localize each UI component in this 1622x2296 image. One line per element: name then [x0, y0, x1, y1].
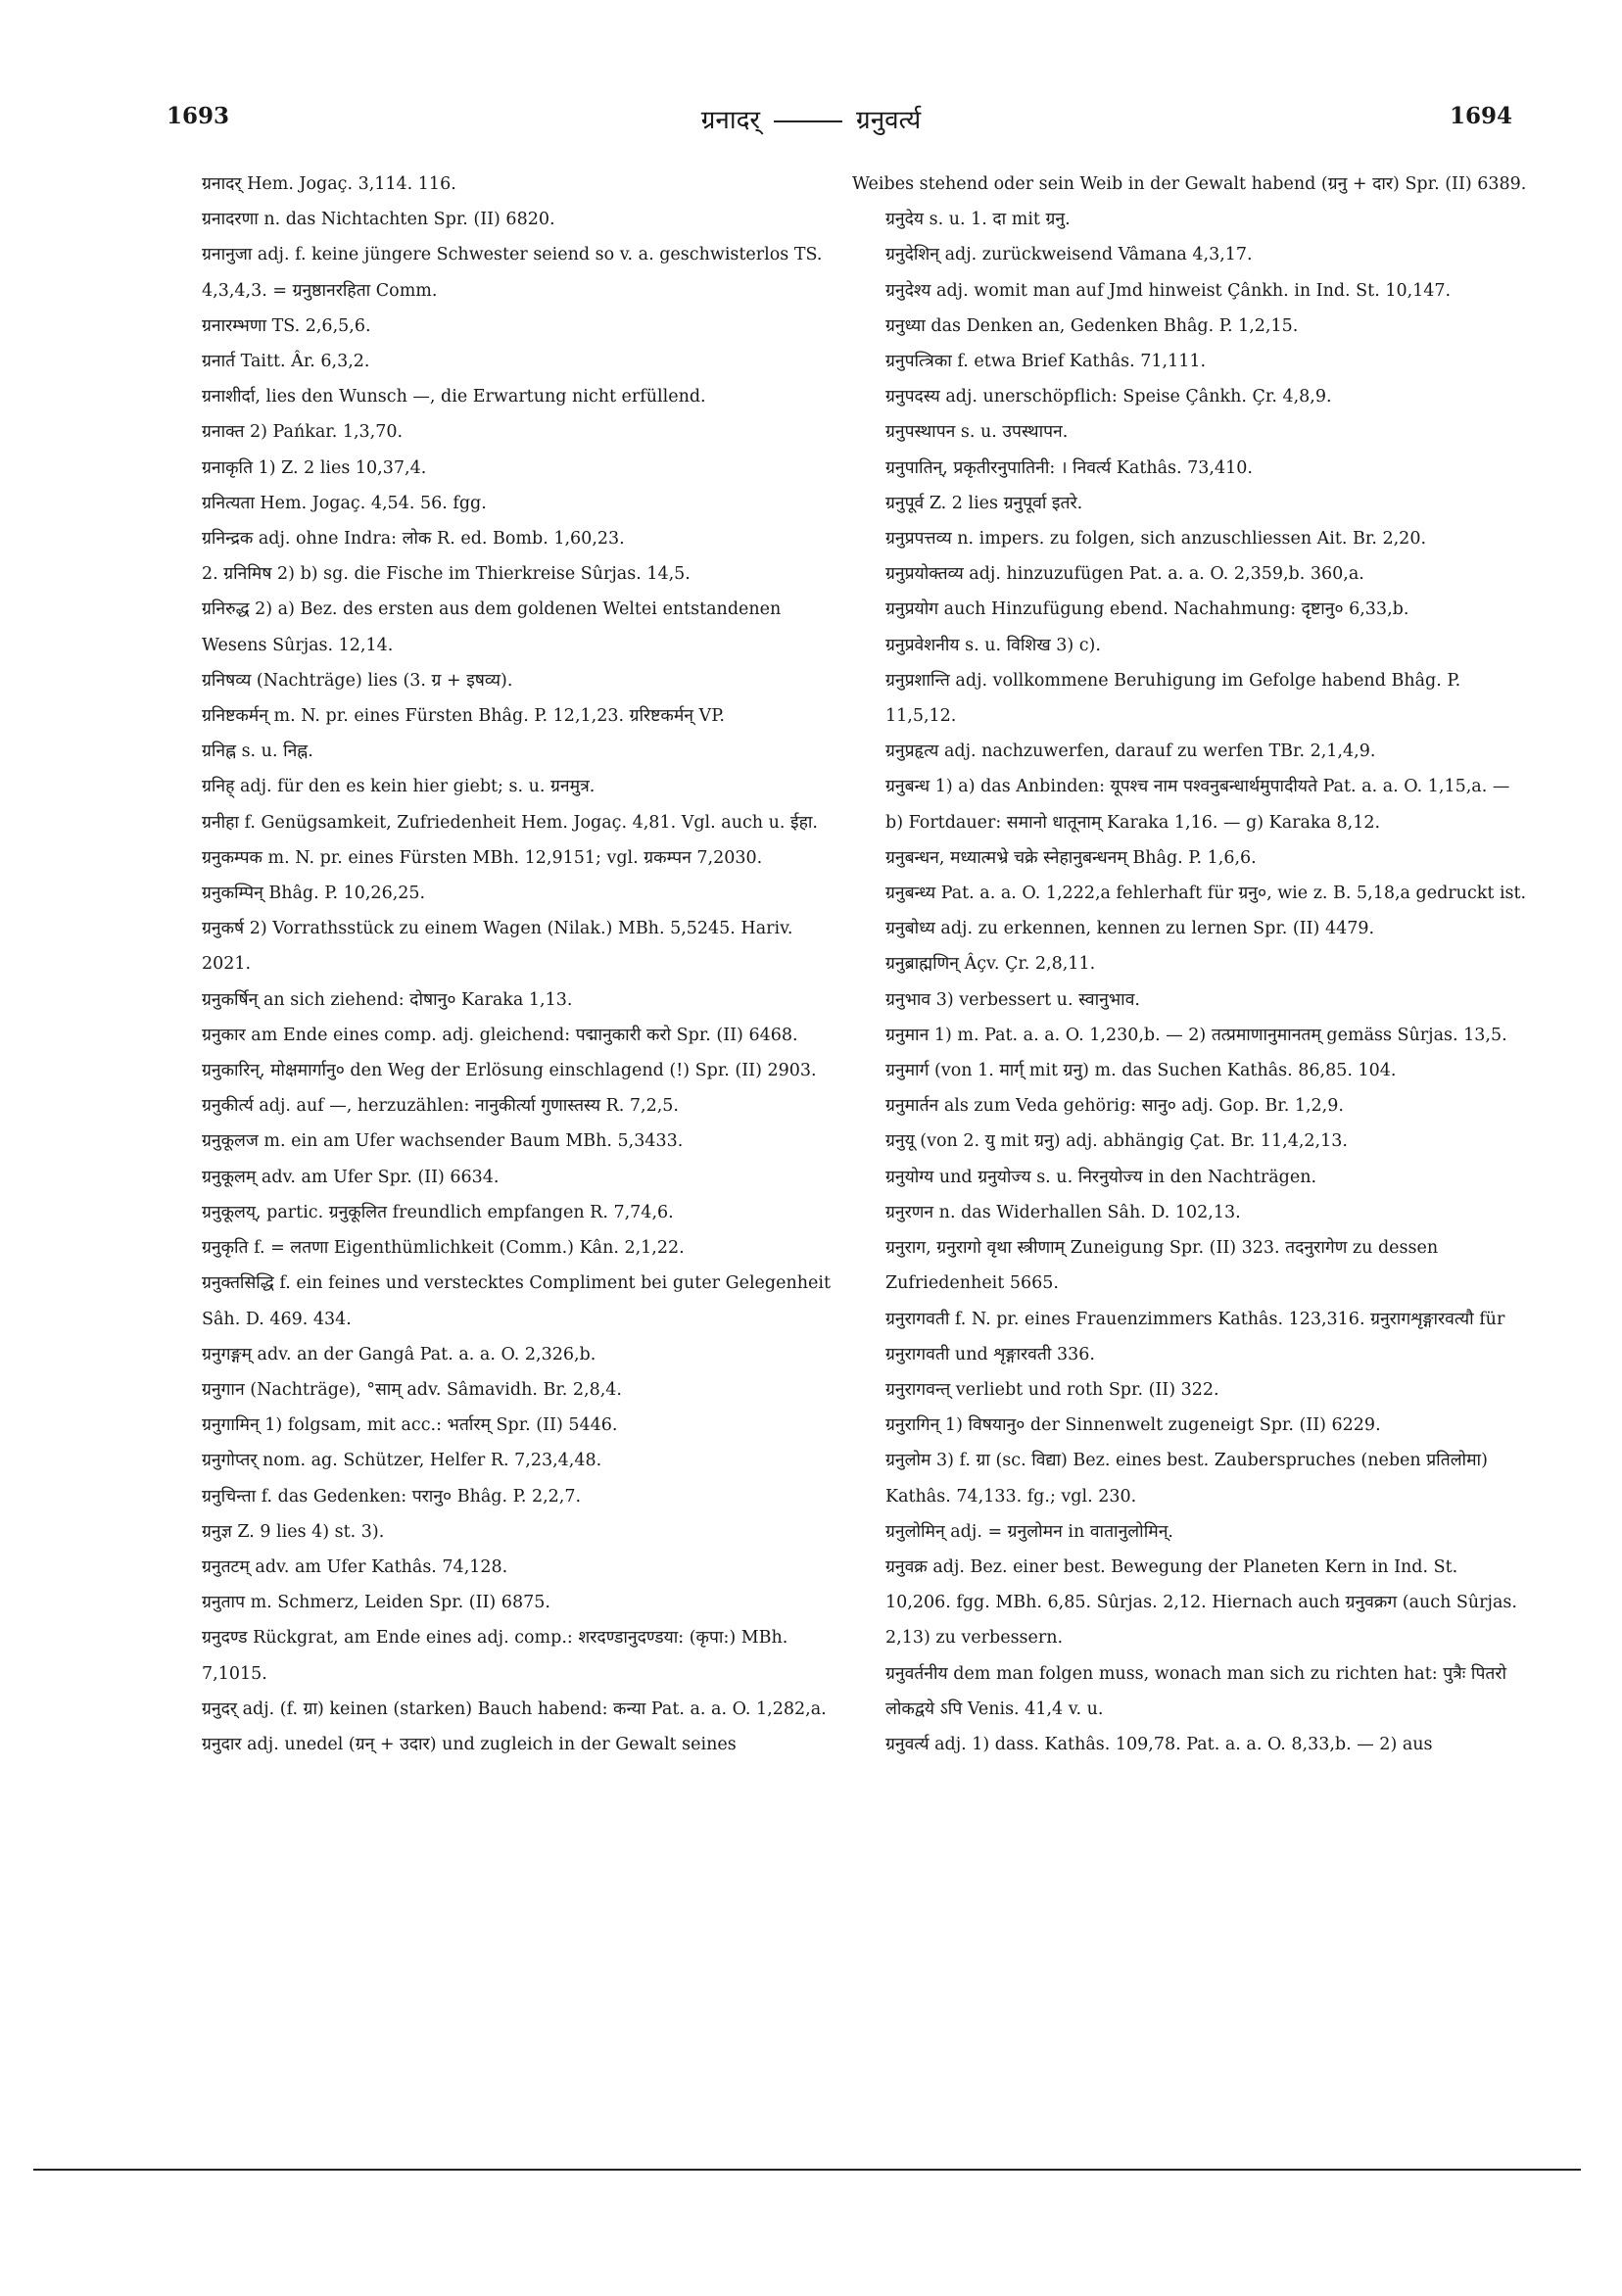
dictionary-entry: ग्रनुप्रहृत्य adj. nachzuwerfen, darauf zu werfen TBr. 2,1,4,9.: [885, 741, 1376, 762]
dictionary-entry: Weibes stehend oder sein Weib in der Gewalt habend (ग्रनु + दार) Spr. (II) 6389.: [852, 174, 1527, 194]
dictionary-entry: ग्रनुगोप्तर् nom. ag. Schützer, Helfer R. 7,23,4,48.: [202, 1451, 602, 1471]
page-number-left: 1693: [167, 103, 230, 129]
dictionary-entry: ग्रनुकम्पिन् Bhâg. P. 10,26,25.: [202, 884, 426, 904]
dictionary-entry: ग्रनुदार adj. unedel (ग्रन् + उदार) und zugleich in der Gewalt seines: [202, 1734, 737, 1754]
dictionary-entry: ग्रनुरागवन्त् verliebt und roth Spr. (II) 322.: [885, 1379, 1219, 1400]
dictionary-entry: ग्रनिह् adj. für den es kein hier giebt; s. u. ग्रनमुत्र.: [202, 777, 596, 797]
dictionary-entry: ग्रनुकूलय्, partic. ग्रनुकूलित freundlich empfangen R. 7,74,6.: [202, 1202, 674, 1222]
running-title-start: ग्रनादर्: [700, 106, 761, 135]
dictionary-entry: ग्रनादर् Hem. Jogaç. 3,114. 116.: [202, 174, 456, 194]
dictionary-entry: ग्रनुदर् adj. (f. ग्रा) keinen (starken) Bauch habend: कन्या Pat. a. a. O. 1,282,a.: [202, 1698, 827, 1719]
dictionary-entry: ग्रनुकार am Ende eines comp. adj. gleichend: पद्मानुकारी करो Spr. (II) 6468.: [202, 1025, 798, 1045]
dictionary-entry: ग्रनुप्रयोग auch Hinzufügung ebend. Nachahmung: दृष्टानु० 6,33,b.: [885, 599, 1409, 620]
dictionary-entry: ग्रनुप्रयोक्तव्य adj. hinzuzufügen Pat. a. a. O. 2,359,b. 360,a.: [885, 564, 1364, 585]
dictionary-entry: ग्रनुकूलम् adv. am Ufer Spr. (II) 6634.: [202, 1167, 500, 1187]
dictionary-entry: ग्रनुबन्ध्य Pat. a. a. O. 1,222,a fehlerhaft für ग्रनु०, wie z. B. 5,18,a gedruckt ist.: [885, 884, 1527, 904]
dictionary-entry: ग्रनुज्ञ Z. 9 lies 4) st. 3).: [202, 1521, 385, 1542]
dictionary-entry: ग्रनुगङ्गम् adv. an der Gangâ Pat. a. a. O. 2,326,b.: [202, 1344, 596, 1364]
dictionary-entry: ग्रनाशीर्दा, lies den Wunsch —, die Erwartung nicht erfüllend.: [202, 387, 706, 407]
dictionary-entry: ग्रनुलोम 3) f. ग्रा (sc. विद्या) Bez. eines best. Zauberspruches (neben प्रतिलोमा) Kathâs. 74,133. fg.; vgl. 230.: [885, 1451, 1488, 1507]
dictionary-entry: ग्रनुकर्षिन् an sich ziehend: दोषानु० Karaka 1,13.: [202, 989, 573, 1010]
dictionary-entry: ग्रनुब्राह्मणिन् Âçv. Çr. 2,8,11.: [885, 954, 1096, 975]
dictionary-entry: ग्रनिष्टकर्मन् m. N. pr. eines Fürsten Bhâg. P. 12,1,23. ग्ररिष्टकर्मन् VP.: [202, 706, 725, 727]
dictionary-entry: ग्रनुदेय s. u. 1. दा mit ग्रनु.: [885, 210, 1071, 230]
dictionary-entry: ग्रनाक्त 2) Pańkar. 1,3,70.: [202, 422, 404, 443]
dictionary-entry: ग्रनुरागवती f. N. pr. eines Frauenzimmers Kathâs. 123,316. ग्रनुरागशृङ्गारवत्यौ für ग्रनुरागवती und शृङ्गारवती 336.: [885, 1309, 1505, 1364]
page-number-right: 1694: [1449, 103, 1512, 129]
dictionary-entry: ग्रनारम्भणा TS. 2,6,5,6.: [202, 315, 371, 336]
dictionary-entry: ग्रनुलोमिन् adj. = ग्रनुलोमन in वातानुलोमिन्.: [885, 1521, 1173, 1542]
dictionary-entry: ग्रनुप्रशान्ति adj. vollkommene Beruhigung im Gefolge habend Bhâg. P. 11,5,12.: [885, 670, 1461, 727]
dictionary-entry: ग्रनुबन्ध 1) a) das Anbinden: यूपश्च नाम पश्वनुबन्धार्थमुपादीयते Pat. a. a. O. 1,15,a. — b) Fortdauer: समानो धातूनाम् Karaka 1,16. — g) Karaka 8,12.: [885, 777, 1510, 833]
dictionary-entry: ग्रनिषव्य (Nachträge) lies (3. ग्र + इषव्य).: [202, 670, 513, 691]
dictionary-entry: ग्रनुबन्धन, मध्यात्मभ्रे चक्रे स्नेहानुबन्धनम् Bhâg. P. 1,6,6.: [885, 847, 1257, 868]
dictionary-entry: ग्रनादरणा n. das Nichtachten Spr. (II) 6820.: [202, 210, 555, 230]
dictionary-entry: ग्रनीहा f. Genügsamkeit, Zufriedenheit Hem. Jogaç. 4,81. Vgl. auch u. ईहा.: [202, 812, 818, 833]
dictionary-entry: 2. ग्रनिमिष 2) b) sg. die Fische im Thierkreise Sûrjas. 14,5.: [202, 564, 691, 585]
dictionary-entry: ग्रनुगान (Nachträge), °साम् adv. Sâmavidh. Br. 2,8,4.: [202, 1379, 622, 1400]
dictionary-entry: ग्रनुचिन्ता f. das Gedenken: परानु० Bhâg. P. 2,2,7.: [202, 1486, 582, 1507]
dictionary-entry: ग्रनुकारिन्, मोक्षमार्गानु० den Weg der Erlösung einschlagend (!) Spr. (II) 2903.: [202, 1061, 817, 1081]
dictionary-entry: ग्रनुदेशिन् adj. zurückweisend Vâmana 4,3,17.: [885, 245, 1253, 265]
dictionary-entry: ग्रनुपत्त्रिका f. etwa Brief Kathâs. 71,111.: [885, 352, 1207, 372]
dictionary-entry: ग्रनुगामिन् 1) folgsam, mit acc.: भर्तारम् Spr. (II) 5446.: [202, 1415, 618, 1436]
dictionary-entry: ग्रनुदेश्य adj. womit man auf Jmd hinweist Çânkh. in Ind. St. 10,147.: [885, 280, 1452, 301]
dictionary-entry: ग्रनानुजा adj. f. keine jüngere Schwester seiend so v. a. geschwisterlos TS. 4,3,4,3. = ग्रनुष्ठानरहिता Comm.: [202, 245, 823, 301]
running-title-end: ग्रनुवर्त्य: [856, 106, 922, 135]
dictionary-entry: ग्रनाकृति 1) Z. 2 lies 10,37,4.: [202, 457, 427, 478]
dictionary-entry: ग्रनार्त Taitt. Âr. 6,3,2.: [202, 352, 370, 372]
dictionary-entry: ग्रनुध्या das Denken an, Gedenken Bhâg. P. 1,2,15.: [885, 315, 1299, 336]
dictionary-entry: ग्रनुयोग्य und ग्रनुयोज्य s. u. निरनुयोज्य in den Nachträgen.: [885, 1167, 1317, 1187]
dictionary-entry: ग्रनुरणन n. das Widerhallen Sâh. D. 102,13.: [885, 1202, 1241, 1222]
dictionary-entry: ग्रनुपातिन्, प्रकृतीरनुपातिनी: । निवर्त्य Kathâs. 73,410.: [885, 457, 1253, 478]
dictionary-entry: ग्रनुभाव 3) verbessert u. स्वानुभाव.: [885, 989, 1140, 1010]
dictionary-entry: ग्रनुकीर्त्य adj. auf —, herzuzählen: नानुकीर्त्या गुणास्तस्य R. 7,2,5.: [202, 1096, 679, 1117]
dictionary-entry: ग्रनुबोध्य adj. zu erkennen, kennen zu lernen Spr. (II) 4479.: [885, 919, 1375, 939]
dictionary-entry: ग्रनुयू (von 2. यु mit ग्रनु) adj. abhängig Çat. Br. 11,4,2,13.: [885, 1131, 1348, 1152]
dictionary-entry: ग्रनिरुद्ध 2) a) Bez. des ersten aus dem goldenen Weltei entstandenen Wesens Sûrjas. 12,14.: [202, 599, 782, 655]
dictionary-entry: ग्रनुप्रपत्तव्य n. impers. zu folgen, sich anzuschliessen Ait. Br. 2,20.: [885, 529, 1427, 550]
dictionary-entry: ग्रनुपस्थापन s. u. उपस्थापन.: [885, 422, 1069, 443]
running-title: [0, 101, 1622, 136]
dictionary-entry: ग्रनुवर्तनीय dem man folgen muss, wonach man sich zu richten hat: पुत्रैः पितरो लोकद्वये ऽपि Venis. 41,4 v. u.: [885, 1663, 1507, 1719]
dictionary-entry: ग्रनुमान 1) m. Pat. a. a. O. 1,230,b. — 2) तत्प्रमाणानुमानतम् gemäss Sûrjas. 13,5.: [885, 1025, 1507, 1045]
dictionary-entry: ग्रनुमार्ग (von 1. मार्ग् mit ग्रनु) m. das Suchen Kathâs. 86,85. 104.: [885, 1061, 1397, 1081]
dictionary-entry: ग्रनुमार्तन als zum Veda gehörig: सानु० adj. Gop. Br. 1,2,9.: [885, 1096, 1344, 1117]
dictionary-entry: ग्रनुरागिन् 1) विषयानु० der Sinnenwelt zugeneigt Spr. (II) 6229.: [885, 1415, 1381, 1436]
dictionary-entry: ग्रनिह्न s. u. निह्न.: [202, 741, 313, 762]
dictionary-entry: ग्रनिन्द्रक adj. ohne Indra: लोक R. ed. Bomb. 1,60,23.: [202, 529, 625, 550]
dictionary-entry: ग्रनुक्तसिद्धि f. ein feines und verstecktes Compliment bei guter Gelegenheit Sâh. D. 469. 434.: [202, 1273, 831, 1329]
right-column: [852, 167, 1528, 1762]
dictionary-entry: ग्रनित्यता Hem. Jogaç. 4,54. 56. fgg.: [202, 493, 487, 513]
dictionary-entry: ग्रनुकर्ष 2) Vorrathsstück zu einem Wagen (Nilak.) MBh. 5,5245. Hariv. 2021.: [202, 919, 793, 975]
dictionary-entry: ग्रनुवक्र adj. Bez. einer best. Bewegung der Planeten Kern in Ind. St. 10,206. fgg. MBh. 6,85. Sûrjas. 2,12. Hiernach auch ग्रनुवक्रग (auch Sûrjas. 2,13) zu verbessern.: [885, 1556, 1517, 1649]
dictionary-entry: ग्रनुप्रवेशनीय s. u. विशिख 3) c).: [885, 635, 1101, 655]
footer-rule: [33, 2169, 1581, 2171]
dictionary-entry: ग्रनुदण्ड Rückgrat, am Ende eines adj. comp.: शरदण्डानुदण्डया: (कृपा:) MBh. 7,1015.: [202, 1628, 788, 1684]
dictionary-entry: ग्रनुपदस्य adj. unerschöpflich: Speise Çânkh. Çr. 4,8,9.: [885, 387, 1332, 407]
page-header: [0, 103, 1622, 142]
dictionary-entry: ग्रनुकम्पक m. N. pr. eines Fürsten MBh. 12,9151; vgl. ग्रकम्पन 7,2030.: [202, 847, 763, 868]
title-dash: [774, 120, 842, 122]
dictionary-entry: ग्रनुराग, ग्रनुरागो वृथा स्त्रीणाम् Zuneigung Spr. (II) 323. तदनुरागेण zu dessen Zufriedenheit 5665.: [885, 1238, 1439, 1294]
dictionary-entry: ग्रनुवर्त्य adj. 1) dass. Kathâs. 109,78. Pat. a. a. O. 8,33,b. — 2) aus: [885, 1734, 1433, 1754]
dictionary-entry: ग्रनुतटम् adv. am Ufer Kathâs. 74,128.: [202, 1556, 508, 1577]
dictionary-entry: ग्रनुपूर्व Z. 2 lies ग्रनुपूर्वा इतरे.: [885, 493, 1083, 513]
left-column: [168, 167, 844, 1762]
dictionary-entry: ग्रनुताप m. Schmerz, Leiden Spr. (II) 6875.: [202, 1593, 550, 1613]
dictionary-entry: ग्रनुकूलज m. ein am Ufer wachsender Baum MBh. 5,3433.: [202, 1131, 684, 1152]
dictionary-entry: ग्रनुकृति f. = लतणा Eigenthümlichkeit (Comm.) Kân. 2,1,22.: [202, 1238, 685, 1259]
